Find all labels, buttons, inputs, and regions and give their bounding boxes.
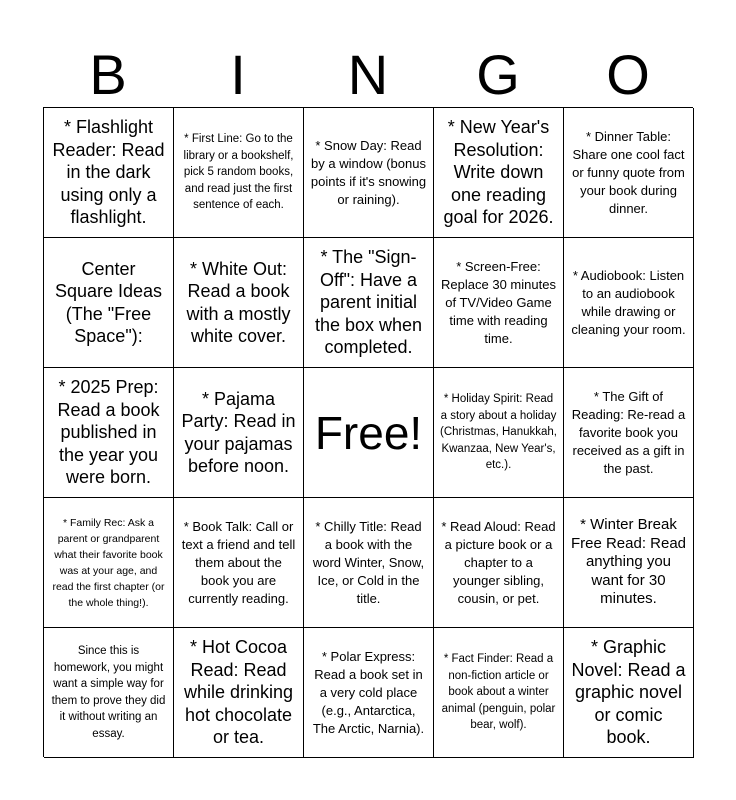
bingo-cell[interactable] — [564, 108, 694, 238]
cell-text: * Fact Finder: Read a non-fiction article or book about a winter animal (penguin, polar bear, wolf). — [441, 653, 556, 732]
bingo-cell[interactable] — [434, 108, 564, 238]
cell-text: Since this is homework, you might want a simple way for them to prove they did it without writing an essay. — [51, 645, 166, 740]
bingo-cell[interactable] — [44, 498, 174, 628]
cell-text: * Audiobook: Listen to an audiobook while drawing or cleaning your room. — [571, 267, 686, 337]
cell-text: * Snow Day: Read by a window (bonus points if it's snowing or raining). — [310, 137, 427, 207]
bingo-cell[interactable] — [564, 368, 694, 498]
cell-text: * Polar Express: Read a book set in a very cold place (e.g., Antarctica, The Arctic, Narnia). — [312, 648, 425, 736]
bingo-cell[interactable] — [304, 108, 434, 238]
free-space-cell[interactable] — [304, 368, 434, 498]
bingo-cell[interactable] — [564, 238, 694, 368]
bingo-cell[interactable] — [434, 368, 564, 498]
bingo-cell[interactable] — [44, 628, 174, 758]
cell-text: * White Out: Read a book with a mostly white cover. — [186, 258, 291, 346]
cell-text: * The "Sign-Off": Have a parent initial the box when completed. — [314, 247, 423, 358]
free-space-text: Free! — [314, 406, 423, 459]
cell-text: * The Gift of Reading: Re-read a favorite book you received as a gift in the past. — [571, 388, 686, 476]
cell-text: * Chilly Title: Read a book with the word Winter, Snow, Ice, or Cold in the title. — [312, 518, 425, 606]
cell-text: * Dinner Table: Share one cool fact or funny quote from your book during dinner. — [572, 128, 685, 216]
header-letter-n: N — [347, 43, 389, 106]
bingo-cell[interactable] — [564, 498, 694, 628]
bingo-cell[interactable] — [434, 628, 564, 758]
bingo-cell[interactable] — [174, 368, 304, 498]
cell-text: * Screen-Free: Replace 30 minutes of TV/Video Game time with reading time. — [441, 258, 556, 346]
cell-text: * Family Rec: Ask a parent or grandparent what their favorite book was at your age, and read the first chapter (or the whole thing!). — [52, 516, 165, 609]
bingo-board — [43, 107, 693, 757]
bingo-cell[interactable] — [304, 628, 434, 758]
cell-text: * Book Talk: Call or text a friend and tell them about the book you are currently reading. — [181, 518, 296, 606]
cell-text: * Winter Break Free Read: Read anything you want for 30 minutes. — [570, 516, 687, 608]
bingo-cell[interactable] — [44, 108, 174, 238]
bingo-cell[interactable] — [304, 498, 434, 628]
cell-text: * Hot Cocoa Read: Read while drinking hot chocolate or tea. — [183, 637, 294, 748]
cell-text: * Holiday Spirit: Read a story about a holiday (Christmas, Hanukkah, Kwanzaa, New Year's, etc.). — [440, 393, 557, 472]
bingo-cell[interactable] — [174, 108, 304, 238]
bingo-header — [43, 44, 693, 106]
cell-text: * Graphic Novel: Read a graphic novel or comic book. — [571, 637, 686, 748]
bingo-cell[interactable] — [174, 628, 304, 758]
bingo-cell[interactable] — [174, 498, 304, 628]
cell-text: * First Line: Go to the library or a bookshelf, pick 5 random books, and read just the first sentence of each. — [183, 133, 294, 212]
cell-text: * 2025 Prep: Read a book published in the year you were born. — [57, 377, 160, 488]
header-letter-g: G — [476, 43, 520, 106]
cell-text: * Pajama Party: Read in your pajamas before noon. — [181, 388, 296, 476]
bingo-cell[interactable] — [434, 238, 564, 368]
bingo-cell[interactable] — [564, 628, 694, 758]
bingo-cell[interactable] — [304, 238, 434, 368]
bingo-cell[interactable] — [174, 238, 304, 368]
header-letter-i: I — [230, 43, 246, 106]
bingo-cell[interactable] — [44, 368, 174, 498]
cell-text: Center Square Ideas (The "Free Space"): — [54, 258, 163, 346]
bingo-cell[interactable] — [434, 498, 564, 628]
cell-text: * Read Aloud: Read a picture book or a chapter to a younger sibling, cousin, or pet. — [441, 518, 556, 606]
bingo-cell[interactable] — [44, 238, 174, 368]
header-letter-o: O — [606, 43, 650, 106]
cell-text: * New Year's Resolution: Write down one reading goal for 2026. — [443, 117, 554, 228]
header-letter-b: B — [89, 43, 127, 106]
cell-text: * Flashlight Reader: Read in the dark using only a flashlight. — [52, 117, 165, 228]
